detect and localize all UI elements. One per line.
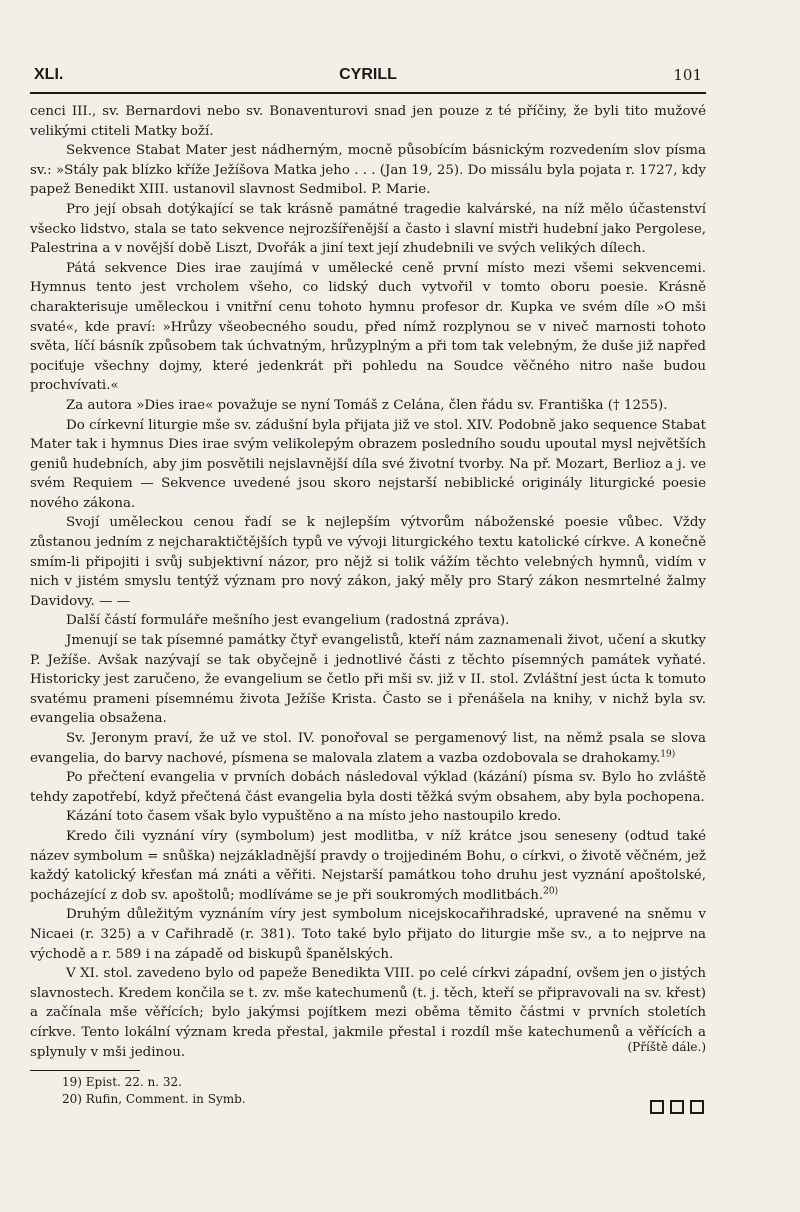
paragraph: Po přečtení evangelia v prvních dobách následoval výklad (kázání) písma sv. Bylo ho zvláště tehdy zapotřebí, když přečtená část evangelia byla dosti těžká svým obsahem, aby byla pochopena. <box>30 770 706 805</box>
paragraph-with-footnote <box>30 827 706 905</box>
paragraph: Do církevní liturgie mše sv. zádušní byla přijata již ve stol. XIV. Podobně jako sequence Stabat Mater tak i hymnus Dies irae svým velikolepým obrazem posledního soudu upoutal mysl největších geniů hudebních, aby jim posvětili nejslavnější díla své životní tvorby. Na př. Mozart, Berlioz a j. ve svém Requiem — Sekvence uvedené jsou skoro nejstarší nebiblické originály liturgické poesie nového zákona. <box>30 417 706 511</box>
paragraph: Pátá sekvence Dies irae zaujímá v umělecké ceně první místo mezi všemi sekvencemi. Hymnus tento jest vrcholem všeho, co lidský duch vytvořil v tomto oboru poesie. Krásně charakterisuje uměleckou i vnitřní cenu tohoto hymnu profesor dr. Kupka ve svém díle »O mši svaté«, kde praví: »Hrůzy všeobecného soudu, před nímž rozplynou se v niveč marnosti tohoto světa, líčí básník způsobem tak úchvatným, hrůzyplným a při tom tak velebným, že duše již napřed pociťuje všechny dojmy, které jedenkrát při pohledu na Soudce věčného nitro naše budou prochvívati.« <box>30 260 706 394</box>
paragraph: cenci III., sv. Bernardovi nebo sv. Bonaventurovi snad jen pouze z té příčiny, že byli tito mužové velikými ctiteli Matky boží. <box>30 104 706 139</box>
square-ornament-icon <box>670 1100 684 1114</box>
paragraph-text: Kredo čili vyznání víry (symbolum) jest modlitba, v níž krátce jsou seneseny (odtud také název symbolum = snůška) nejzákladnější pravdy o trojjediném Bohu, o církvi, o životě věčném, jež každý katolický křesťan má znáti a věřiti. Nejstarší památkou toho druhu jest vyznání apoštolské, pocházející z dob sv. apoštolů; modlíváme se je při soukromých modlitbách. <box>30 828 706 903</box>
paragraph: V XI. stol. zavedeno bylo od papeže Benedikta VIII. po celé církvi západní, ovšem jen o jistých slavnostech. Kredem končila se t. zv. mše katechumenů (t. j. těch, kteří se připravovali na sv. křest) a začínala mše věřících; bylo jakýmsi pojítkem mezi oběma těmito částmi v prvních stoletích církve. Tento lokální význam kreda přestal, jakmile přestal i rozdíl mše katechumenů a věřících a splynuly v mši jedinou. <box>30 966 706 1060</box>
footnote: 19) Epist. 22. n. 32. <box>62 1075 182 1089</box>
volume-number: XLI. <box>34 66 64 83</box>
running-header <box>30 60 706 94</box>
paragraph: Kázání toto časem však bylo vypuštěno a na místo jeho nastoupilo kredo. <box>66 809 562 825</box>
paragraph: Svojí uměleckou cenou řadí se k nejlepším výtvorům náboženské poesie vůbec. Vždy zůstanou jedním z nejcharaktičtějších typů ve vývoji liturgického textu katolické církve. A konečně smím-li připojiti i svůj subjektivní názor, pro nějž si tolik vážím těchto velebných hymnů, vidím v nich v jistém smyslu tentýž význam pro nový zákon, jaký měly pro Starý zákon nesmrtelné žalmy Davidovy. — — <box>30 515 706 609</box>
paragraph: Sekvence Stabat Mater jest nádherným, mocně působícím básnickým rozvedením slov písma sv.: »Stály pak blízko kříže Ježíšova Matka jeho . . . (Jan 19, 25). Do missálu byla pojata r. 1727, kdy papež Benedikt XIII. ustanovil slavnost Sedmibol. P. Marie. <box>30 143 706 198</box>
footnote-mark: 19) <box>660 749 676 760</box>
square-ornament-icon <box>690 1100 704 1114</box>
paragraph-text: Sv. Jeronym praví, že už ve stol. IV. ponořoval se pergamenový list, na němž psala se slova evangelia, do barvy nachové, písmena se malovala zlatem a vazba ozdobovala se drahokamy. <box>30 731 706 766</box>
paragraph: Další částí formuláře mešního jest evangelium (radostná zpráva). <box>66 613 510 629</box>
paragraph: Druhým důležitým vyznáním víry jest symbolum nicejskocařihradské, upravené na sněmu v Nicaei (r. 325) a v Cařihradě (r. 381). Toto také bylo přijato do liturgie mše sv., a to nejprve na východě a r. 589 i na západě od biskupů španělských. <box>30 907 706 962</box>
paragraph-with-footnote <box>30 729 706 768</box>
footnote-rule <box>30 1070 140 1071</box>
paragraph: Jmenují se tak písemné památky čtyř evangelistů, kteří nám zaznamenali život, učení a skutky P. Ježíše. Avšak nazývají se tak obyčejně i jednotlivé části z těchto písemných památek vyňaté. Historicky jest zaručeno, že evangelium se četlo při mši sv. již v II. stol. Zvláštní jest úcta k tomuto svatému prameni písemnému života Ježíše Krista. Často se i přenášela na knihy, v nichž byla sv. evangelia obsažena. <box>30 633 706 727</box>
journal-title: CYRILL <box>339 66 397 83</box>
article-body <box>30 102 706 1062</box>
page-number: 101 <box>673 66 702 84</box>
footnote-mark: 20) <box>543 886 559 897</box>
continued-note: (Příště dále.) <box>627 1040 706 1054</box>
paragraph: Pro její obsah dotýkající se tak krásně památné tragedie kalvárské, na níž mělo účastenství všecko lidstvo, stala se tato sekvence nejrozšířenější a často i slavní mistři hudební jako Pergolese, Palestrina a v novější době Liszt, Dvořák a jiní text její zhudebnili ve svých velikých dílech. <box>30 201 706 257</box>
paragraph: Za autora »Dies irae« považuje se nyní Tomáš z Celána, člen řádu sv. Františka († 1255). <box>66 397 668 413</box>
square-ornament-icon <box>650 1100 664 1114</box>
footnotes <box>62 1074 246 1108</box>
footnote: 20) Rufin, Comment. in Symb. <box>62 1092 246 1106</box>
end-ornament <box>650 1100 704 1114</box>
